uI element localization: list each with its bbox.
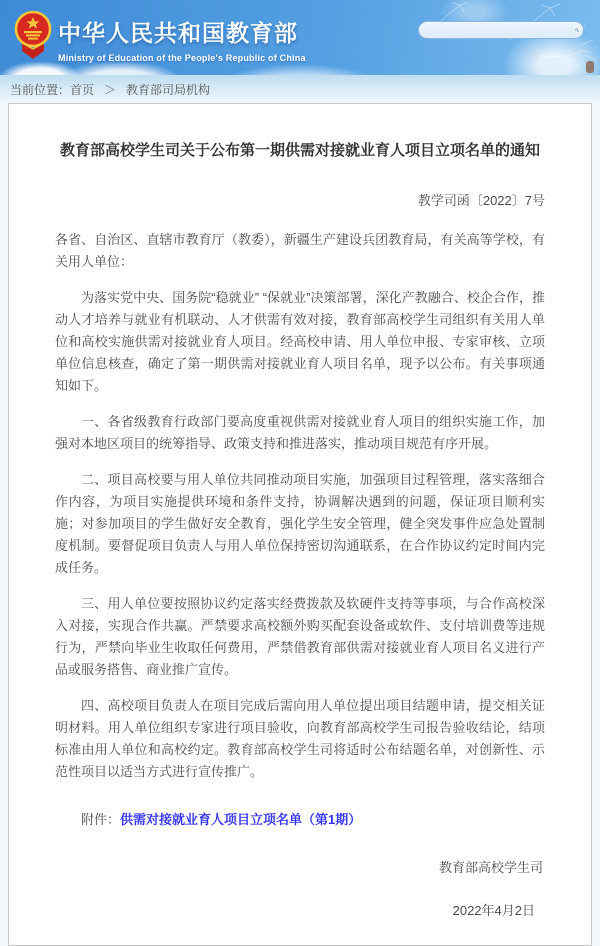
signature-date: 2022年4月2日 bbox=[452, 903, 535, 918]
site-title: 中华人民共和国教育部 bbox=[58, 20, 298, 46]
site-subtitle: Ministry of Education of the People's Republic of China bbox=[58, 53, 306, 63]
site-brand bbox=[58, 15, 306, 63]
attachment-line bbox=[55, 809, 545, 831]
breadcrumb-prefix: 当前位置： bbox=[10, 82, 71, 97]
signature-org: 教育部高校学生司 bbox=[438, 860, 543, 875]
site-header bbox=[0, 0, 600, 75]
dandelion-seedhead bbox=[586, 61, 594, 73]
document-number: 教学司函〔2022〕7号 bbox=[417, 193, 545, 208]
paragraph-item-2: 二、项目高校要与用人单位共同推动项目实施，加强项目过程管理，落实落细合作内容，为项目实施提供环境和条件支持，协调解决遇到的问题，保证项目顺利实施；对参加项目的学生做好安全教育，强化学生安全管理，健全突发事件应急处置制度机制。要督促项目负责人与用人单位保持密切沟通联系，在合作协议约定时间内完成任务。 bbox=[55, 472, 545, 575]
paragraph-item-4: 四、高校项目负责人在项目完成后需向用人单位提出项目结题申请，提交相关证明材料。用人单位组织专家进行项目验收，向教育部高校学生司报告验收结论，结项标准由用人单位和高校约定。教育部高校学生司将适时公布结题名单，对创新性、示范性项目以适当方式进行宣传推广。 bbox=[55, 698, 545, 779]
paragraph-item-3: 三、用人单位要按照协议约定落实经费拨款及软硬件支持等事项，与合作高校深入对接，实现合作共赢。严禁要求高校额外购买配套设备或软件、支付培训费等违规行为，严禁向毕业生收取任何费用，严禁借教育部供需对接就业育人项目名义进行产品或服务搭售、商业推广宣传。 bbox=[55, 596, 545, 677]
breadcrumb bbox=[0, 75, 600, 103]
attachment-link[interactable]: 供需对接就业育人项目立项名单（第1期） bbox=[120, 812, 362, 827]
breadcrumb-home-link[interactable]: 首页 bbox=[70, 82, 95, 97]
breadcrumb-section-link[interactable]: 教育部司局机构 bbox=[126, 82, 211, 97]
attachment-label: 附件： bbox=[81, 812, 121, 827]
signature-block bbox=[55, 857, 545, 919]
paragraph-intro: 为落实党中央、国务院“稳就业” “保就业”决策部署，深化产教融合、校企合作，推动人才培养与就业有机联动、人才供需有效对接，教育部高校学生司组织有关用人单位和高校实施供需对接就业育人项目。经高校申请、用人单位申报、专家审核、立项单位信息核查，确定了第一期供需对接就业育人项目名单，现予以公布。有关事项通知如下。 bbox=[55, 290, 545, 393]
paragraph-item-1: 一、各省级教育行政部门要高度重视供需对接就业育人项目的组织实施工作，加强对本地区项目的统筹指导、政策支持和推进落实，推动项目规范有序开展。 bbox=[55, 414, 545, 451]
document-body bbox=[55, 229, 545, 783]
salutation: 各省、自治区、直辖市教育厅（教委），新疆生产建设兵团教育局，有关高等学校，有关用人单位： bbox=[55, 232, 545, 269]
search-input[interactable] bbox=[419, 23, 575, 37]
document-title: 教育部高校学生司关于公布第一期供需对接就业育人项目立项名单的通知 bbox=[59, 142, 540, 159]
notice-document bbox=[8, 103, 592, 946]
search-icon[interactable] bbox=[575, 23, 579, 37]
breadcrumb-separator: ＞ bbox=[104, 82, 117, 97]
national-emblem bbox=[14, 9, 52, 61]
search-box[interactable] bbox=[418, 21, 584, 39]
